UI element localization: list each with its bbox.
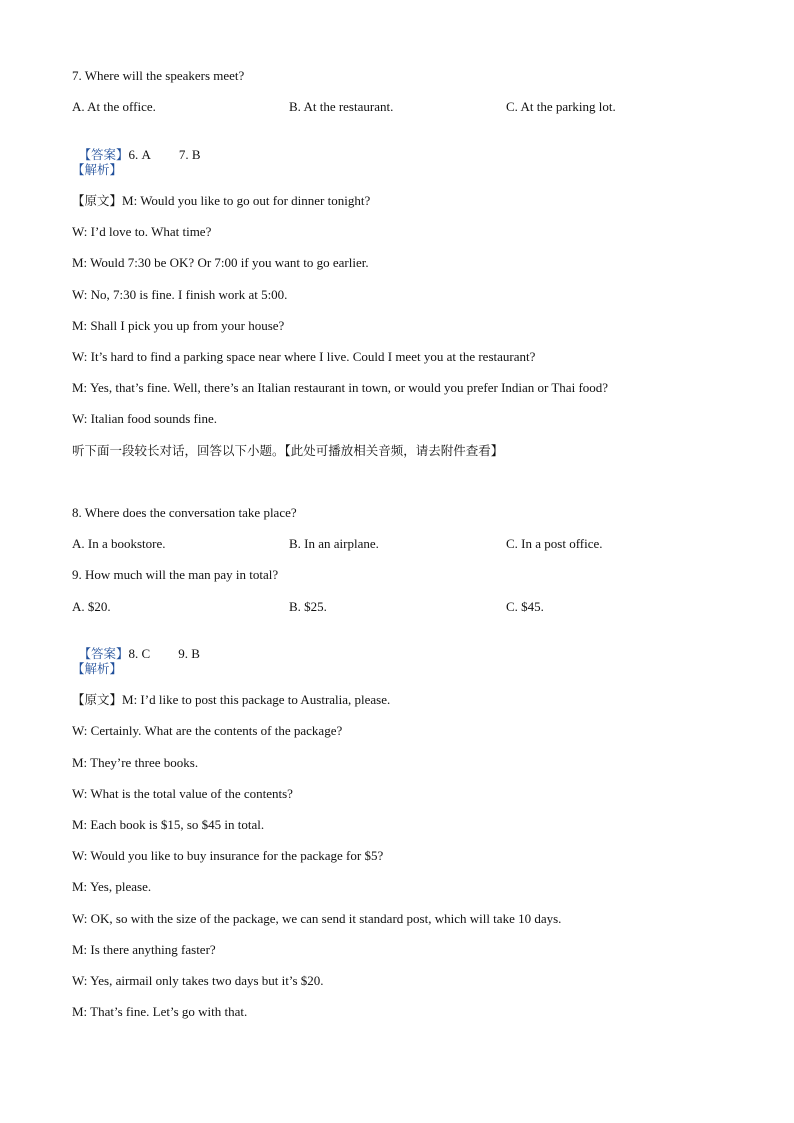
q9-option-a: A. $20. [72,599,111,614]
transcript-1-line-5: M: Shall I pick you up from your house? [72,318,285,333]
q7-option-b: B. At the restaurant. [289,99,394,114]
answer-8: 8. C [128,646,151,661]
transcript-2-line-6: W: Would you like to buy insurance for the package for $5? [72,848,384,863]
transcript-2-line-10: W: Yes, airmail only takes two days but it’s $20. [72,973,324,988]
transcript-2-line-7: M: Yes, please. [72,879,152,894]
answer-9: 9. B [178,646,200,661]
answer-7: 7. B [178,147,201,162]
transcript-2-line-4: W: What is the total value of the contents? [72,786,293,801]
transcript-1-line-3: M: Would 7:30 be OK? Or 7:00 if you want to go earlier. [72,255,369,270]
q9-option-b: B. $25. [289,599,327,614]
section-instruction: 听下面一段较长对话，回答以下小题。【此处可播放相关音频，请去附件查看】 [72,443,504,458]
transcript-1-line-6: W: It’s hard to find a parking space near where I live. Could I meet you at the restaurant? [72,349,536,364]
transcript-1-text-1: M: Would you like to go out for dinner tonight? [122,193,371,208]
question-7: 7. Where will the speakers meet? [72,68,245,83]
answer-row-2 [72,630,200,662]
q8-option-b: B. In an airplane. [289,536,379,551]
q7-option-c: C. At the parking lot. [506,99,616,114]
transcript-2-line-2: W: Certainly. What are the contents of the package? [72,723,343,738]
transcript-2-line-5: M: Each book is $15, so $45 in total. [72,817,265,832]
transcript-2-line-1 [72,692,390,708]
q8-option-a: A. In a bookstore. [72,536,166,551]
transcript-1-line-4: W: No, 7:30 is fine. I finish work at 5:00. [72,287,288,302]
transcript-1-line-1 [72,193,370,209]
transcript-label: 【原文】 [72,692,123,707]
q9-option-c: C. $45. [506,599,544,614]
transcript-1-line-2: W: I’d love to. What time? [72,224,212,239]
transcript-2-line-11: M: That’s fine. Let’s go with that. [72,1004,248,1019]
answer-row-1 [72,131,201,163]
transcript-2-text-1: M: I’d like to post this package to Australia, please. [122,692,391,707]
transcript-2-line-3: M: They’re three books. [72,755,199,770]
transcript-2-line-8: W: OK, so with the size of the package, we can send it standard post, which will take 10 days. [72,911,562,926]
transcript-label: 【原文】 [72,193,123,208]
q7-option-a: A. At the office. [72,99,156,114]
answer-label: 【答案】 [78,147,129,162]
answer-6: 6. A [128,147,151,162]
transcript-2-line-9: M: Is there anything faster? [72,942,216,957]
question-9: 9. How much will the man pay in total? [72,567,279,582]
transcript-1-line-7: M: Yes, that’s fine. Well, there’s an Italian restaurant in town, or would you prefer Indian or Thai food? [72,380,609,395]
question-8: 8. Where does the conversation take place? [72,505,297,520]
analysis-label-2: 【解析】 [72,661,123,676]
q8-option-c: C. In a post office. [506,536,603,551]
analysis-label-1: 【解析】 [72,162,123,177]
answer-label: 【答案】 [78,646,129,661]
transcript-1-line-8: W: Italian food sounds fine. [72,411,218,426]
